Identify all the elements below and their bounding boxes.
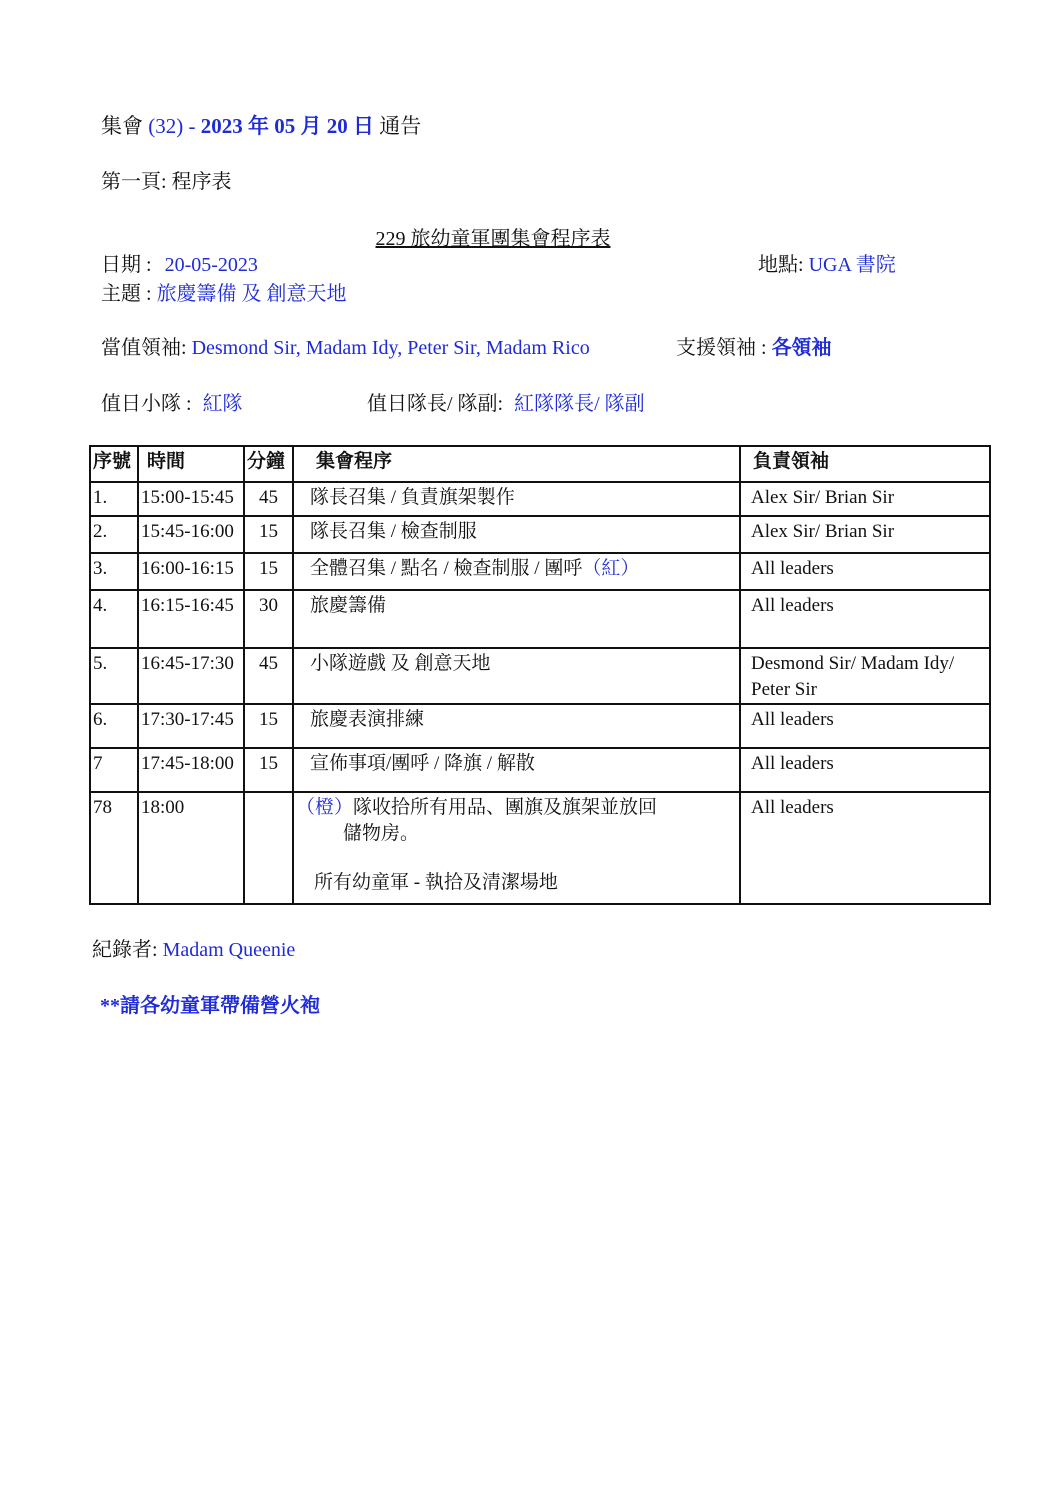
table-row [90,648,990,704]
patrol-tag: （紅） [582,558,640,579]
col-header-program: 集會程序 [293,446,740,482]
recorder-value: Madam Queenie [162,939,296,961]
theme-label: 主題 : [101,283,152,305]
row-program: 小隊遊戲 及 創意天地 [293,648,740,704]
support-leaders-label: 支援領袖 : [676,337,767,359]
row-time: 15:45-16:00 [138,516,244,553]
row-minutes: 30 [244,590,293,648]
row-no: 5. [90,648,138,704]
table-header-row [90,446,990,482]
row-program [293,792,740,904]
row-program: 隊長召集 / 檢查制服 [293,516,740,553]
duty-captain-line [367,392,645,416]
row-leader: All leaders [740,704,990,748]
recorder-line [92,938,295,962]
row-minutes: 15 [244,516,293,553]
table-row [90,482,990,516]
row-no: 3. [90,553,138,590]
row-leader: Alex Sir/ Brian Sir [740,482,990,516]
row-time: 17:45-18:00 [138,748,244,792]
row-leader: All leaders [740,553,990,590]
col-header-leader: 負責領袖 [740,446,990,482]
recorder-label: 紀錄者: [92,939,158,961]
row-no: 2. [90,516,138,553]
venue-line [758,253,896,277]
duty-leaders-value: Desmond Sir, Madam Idy, Peter Sir, Madam Rico [191,337,590,359]
row-time: 15:00-15:45 [138,482,244,516]
page-label: 第一頁: 程序表 [101,171,232,193]
row-leader: All leaders [740,590,990,648]
row-minutes: 45 [244,648,293,704]
row-minutes: 15 [244,704,293,748]
col-header-minutes: 分鐘 [244,446,293,482]
row-time: 18:00 [138,792,244,904]
heading-prefix: 集會 [101,114,143,138]
reminder-note: **請各幼童軍帶備營火袍 [100,995,320,1017]
duty-captain-label: 值日隊長/ 隊副: [367,393,504,415]
row-program-text: 全體召集 / 點名 / 檢查制服 / 團呼 [310,558,583,579]
row-leader-line: Desmond Sir/ Madam Idy/ [751,653,955,674]
support-leaders-value: 各領袖 [771,337,832,359]
row-minutes [244,792,293,904]
row-program-text: 儲物房。 [343,822,420,844]
venue-value: UGA 書院 [808,254,896,276]
row-leader-line: Peter Sir [751,678,817,700]
row-no: 7 [90,748,138,792]
row-no: 4. [90,590,138,648]
duty-patrol-line [101,392,243,416]
row-time: 17:30-17:45 [138,704,244,748]
row-program: 隊長召集 / 負責旗架製作 [293,482,740,516]
row-program: 宣佈事項/團呼 / 降旗 / 解散 [293,748,740,792]
row-time: 16:15-16:45 [138,590,244,648]
row-program [293,553,740,590]
row-no: 78 [90,792,138,904]
meeting-number: (32) - [148,114,196,138]
row-minutes: 15 [244,748,293,792]
col-header-time: 時間 [138,446,244,482]
heading-suffix: 通告 [379,114,422,138]
col-header-no: 序號 [90,446,138,482]
schedule-title: 229 旅幼童軍團集會程序表 [375,228,611,250]
row-leader: All leaders [740,792,990,904]
row-program-text: 隊收拾所有用品、團旗及旗架並放回 [353,797,658,818]
duty-leaders-label: 當值領袖: [101,337,187,359]
support-leaders-line [676,336,832,360]
row-time: 16:00-16:15 [138,553,244,590]
duty-leaders-line [101,336,590,360]
schedule-table [89,445,991,905]
row-time: 16:45-17:30 [138,648,244,704]
table-row [90,748,990,792]
row-leader [740,648,990,704]
meeting-date: 2023 年 05 月 20 日 [200,114,374,138]
row-program: 旅慶表演排練 [293,704,740,748]
theme-line [101,282,347,306]
duty-patrol-value: 紅隊 [202,393,243,415]
row-minutes: 45 [244,482,293,516]
duty-captain-value: 紅隊隊長/ 隊副 [514,393,645,415]
row-program-text: 所有幼童軍 - 執拾及清潔場地 [314,872,558,894]
row-program: 旅慶籌備 [293,590,740,648]
table-row [90,792,990,904]
line-gap [296,846,737,870]
duty-patrol-label: 值日小隊 : [101,393,192,415]
table-row [90,704,990,748]
notice-heading [101,114,421,139]
venue-label: 地點: [758,254,804,276]
row-no: 6. [90,704,138,748]
date-label: 日期 : [101,254,152,276]
table-row [90,590,990,648]
date-value: 20-05-2023 [164,254,258,276]
row-leader: All leaders [740,748,990,792]
table-row [90,553,990,590]
date-line [101,253,258,277]
row-leader: Alex Sir/ Brian Sir [740,516,990,553]
table-row [90,516,990,553]
row-minutes: 15 [244,553,293,590]
theme-value: 旅慶籌備 及 創意天地 [156,283,347,305]
row-no: 1. [90,482,138,516]
patrol-tag: （橙） [296,797,354,818]
